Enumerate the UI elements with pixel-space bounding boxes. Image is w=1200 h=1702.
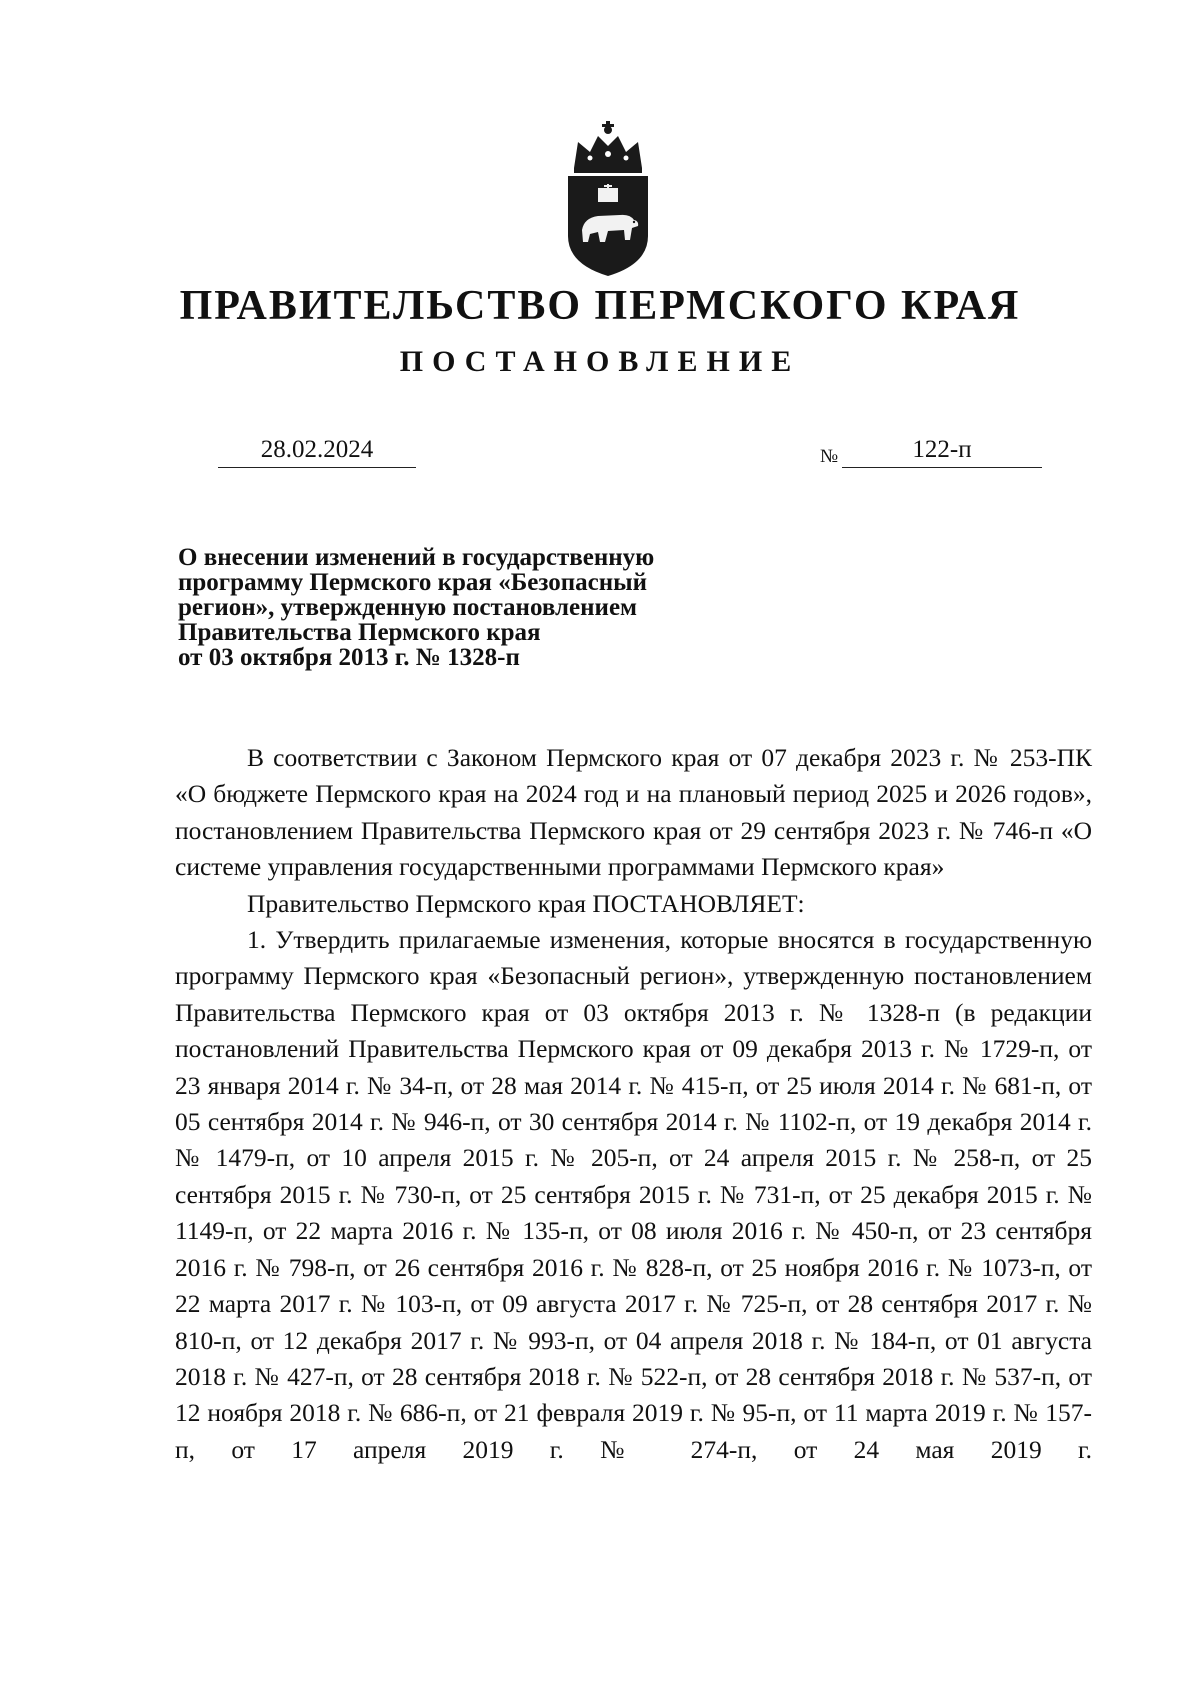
document-number-label: № xyxy=(820,446,839,467)
coat-of-arms-icon xyxy=(560,118,656,278)
document-type-heading: ПОСТАНОВЛЕНИЕ xyxy=(399,345,801,378)
subject-line: О внесении изменений в государственную xyxy=(178,544,655,571)
subject-line: регион», утвержденную постановлением xyxy=(178,594,638,621)
organization-title: ПРАВИТЕЛЬСТВО ПЕРМСКОГО КРАЯ xyxy=(179,283,1021,329)
document-subject xyxy=(178,545,738,670)
document-date: 28.02.2024 xyxy=(218,433,416,468)
resolution-paragraph: Правительство Пермского края ПОСТАНОВЛЯЕТ: xyxy=(247,888,805,918)
preamble-paragraph: В соответствии с Законом Пермского края от 07 декабря 2023 г. № 253-ПК «О бюджете Пермского края на 2024 год и на плановый период 2025 и 2026 годов», постановлением Правительства Пермского края от 29 сентября 2023 г. № 746-п «О системе управления государственными программами Пермского края» xyxy=(175,743,1092,882)
subject-line: Правительства Пермского края xyxy=(178,619,541,646)
subject-line: программу Пермского края «Безопасный xyxy=(178,569,648,596)
document-number: 122-п xyxy=(842,433,1042,468)
clause-1-paragraph: 1. Утвердить прилагаемые изменения, которые вносятся в государственную программу Пермского края «Безопасный регион», утвержденную постановлением Правительства Пермского края от 03 октября 2013 г. № 1328-п (в редакции постановлений Правительства Пермского края от 09 декабря 2013 г. № 1729-п, от 23 января 2014 г. № 34-п, от 28 мая 2014 г. № 415-п, от 25 июля 2014 г. № 681-п, от 05 сентября 2014 г. № 946-п, от 30 сентября 2014 г. № 1102-п, от 19 декабря 2014 г. № 1479-п, от 10 апреля 2015 г. № 205-п, от 24 апреля 2015 г. № 258-п, от 25 сентября 2015 г. № 730-п, от 25 сентября 2015 г. № 731-п, от 25 декабря 2015 г. № 1149-п, от 22 марта 2016 г. № 135-п, от 08 июля 2016 г. № 450-п, от 23 сентября 2016 г. № 798-п, от 26 сентября 2016 г. № 828-п, от 25 ноября 2016 г. № 1073-п, от 22 марта 2017 г. № 103-п, от 09 августа 2017 г. № 725-п, от 28 сентября 2017 г. № 810-п, от 12 декабря 2017 г. № 993-п, от 04 апреля 2018 г. № 184-п, от 01 августа 2018 г. № 427-п, от 28 сентября 2018 г. № 522-п, от 28 сентября 2018 г. № 537-п, от 12 ноября 2018 г. № 686-п, от 21 февраля 2019 г. № 95-п, от 11 марта 2019 г. № 157-п, от 17 апреля 2019 г. № 274-п, от 24 мая 2019 г. xyxy=(175,925,1092,1464)
document-body xyxy=(175,740,1092,1468)
subject-line: от 03 октября 2013 г. № 1328-п xyxy=(178,644,520,671)
